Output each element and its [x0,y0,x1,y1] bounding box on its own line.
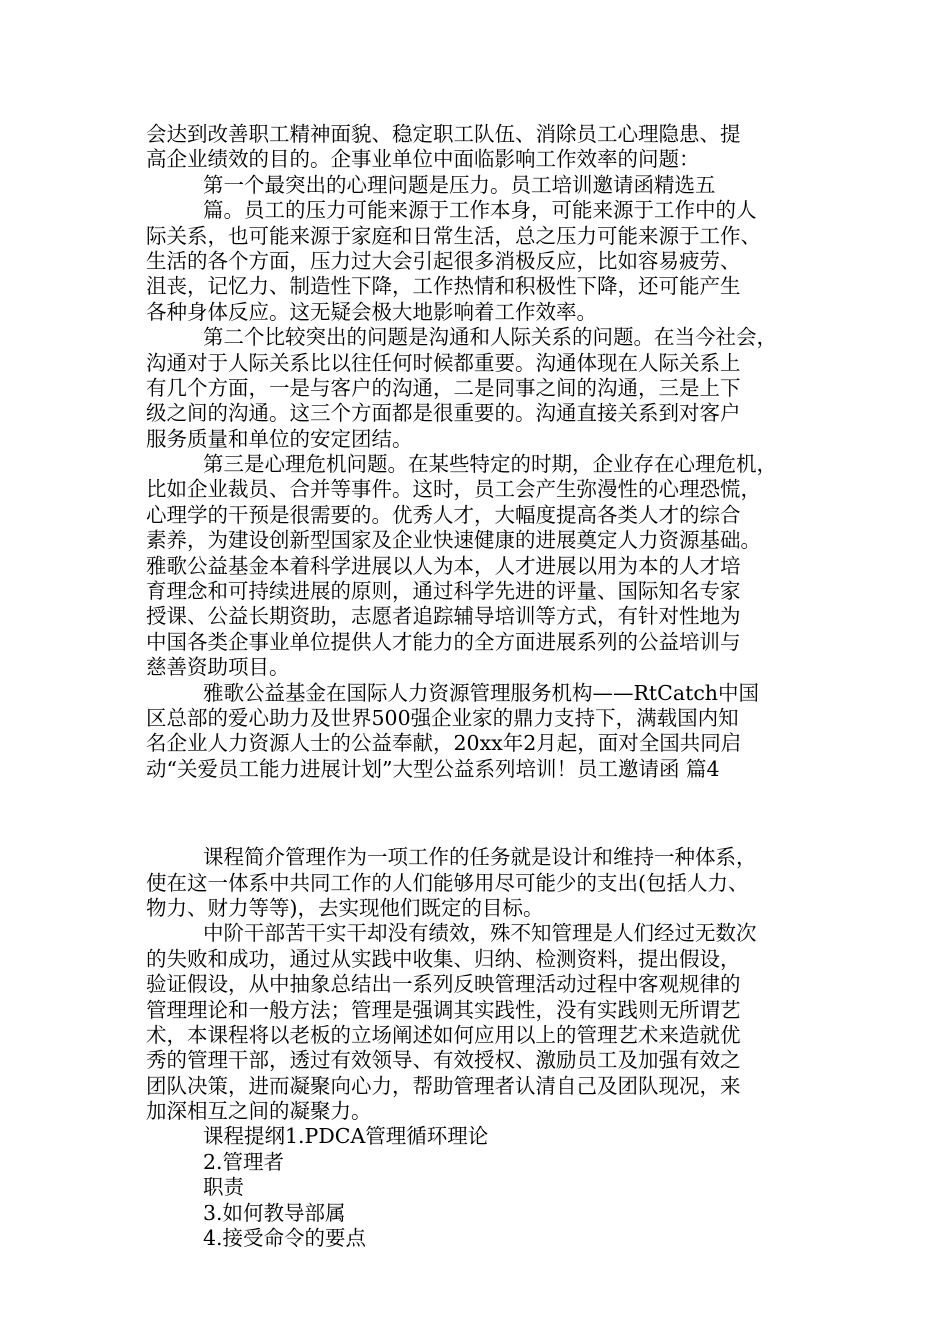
text-line: 会达到改善职工精神面貌、稳定职工队伍、消除员工心理隐患、提 [146,122,741,146]
text-line: 名企业人力资源人士的公益奉献，20xx年2月起，面对全国共同启 [146,731,742,756]
text-line: 管理理论和一般方法；管理是强调其实践性，没有实践则无所谓艺 [146,997,741,1022]
text-line: 比如企业裁员、合并等事件。这时，员工会产生弥漫性的心理恐慌， [146,477,761,502]
text-line: 中国各类企事业单位提供人才能力的全方面进展系列的公益培训与 [146,629,741,654]
text-line: 有几个方面，一是与客户的沟通，二是同事之间的沟通，三是上下 [146,375,741,400]
text-line: 服务质量和单位的安定团结。 [146,426,413,451]
text-line: 沮丧，记忆力、制造性下降，工作热情和积极性下降，还可能产生 [146,274,741,299]
text-line: 雅歌公益基金本着科学进展以人为本，人才进展以用为本的人才培 [146,553,741,578]
text-line: 级之间的沟通。这三个方面都是很重要的。沟通直接关系到对客户 [146,401,741,426]
text-line: 秀的管理干部，透过有效领导、有效授权、激励员工及加强有效之 [146,1048,741,1073]
document-section-2 [146,845,812,1251]
text-line: 的失败和成功，通过从实践中收集、归纳、检测资料，提出假设， [146,946,741,971]
text-line: 物力、财力等等)，去实现他们既定的目标。 [146,895,544,920]
text-line: 篇。员工的压力可能来源于工作本身，可能来源于工作中的人 [203,198,757,223]
text-line: 验证假设，从中抽象总结出一系列反映管理活动过程中客观规律的 [146,972,741,997]
text-line: 沟通对于人际关系比以往任何时候都重要。沟通体现在人际关系上 [146,350,741,375]
text-line: 团队决策，进而凝聚向心力，帮助管理者认清自己及团队现况，来 [146,1073,741,1098]
text-line: 加深相互之间的凝聚力。 [146,1099,372,1124]
text-line: 3.如何教导部属 [203,1200,346,1225]
text-line: 生活的各个方面，压力过大会引起很多消极反应，比如容易疲劳、 [146,248,741,273]
text-line: 育理念和可持续进展的原则，通过科学先进的评量、国际知名专家 [146,579,741,604]
text-line: 职责 [203,1175,244,1200]
text-line: 区总部的爱心助力及世界500强企业家的鼎力支持下，满载国内知 [146,705,739,730]
section-gap [146,782,812,845]
document-page [146,122,812,1251]
text-line: 高企业绩效的目的。企事业单位中面临影响工作效率的问题： [146,147,700,172]
text-line: 第三是心理危机问题。在某些特定的时期，企业存在心理危机， [203,452,777,477]
text-line: 慈善资助项目。 [146,655,290,680]
text-line: 2.管理者 [203,1149,285,1174]
text-line: 使在这一体系中共同工作的人们能够用尽可能少的支出(包括人力、 [146,870,749,895]
text-line: 动“关爱员工能力进展计划”大型公益系列培训！员工邀请函 篇4 [146,756,720,781]
text-line: 素养，为建设创新型国家及企业快速健康的进展奠定人力资源基础。 [146,528,761,553]
text-line: 各种身体反应。这无疑会极大地影响着工作效率。 [146,299,597,324]
document-section-1 [146,122,812,782]
text-line: 课程提纲1.PDCA管理循环理论 [203,1124,489,1149]
text-line: 际关系，也可能来源于家庭和日常生活，总之压力可能来源于工作、 [146,223,761,248]
text-line: 授课、公益长期资助，志愿者追踪辅导培训等方式，有针对性地为 [146,604,741,629]
text-line: 中阶干部苦干实干却没有绩效，殊不知管理是人们经过无数次 [203,921,757,946]
text-line: 第二个比较突出的问题是沟通和人际关系的问题。在当今社会， [203,325,777,350]
text-line: 心理学的干预是很需要的。优秀人才，大幅度提高各类人才的综合 [146,502,741,527]
text-line: 术，本课程将以老板的立场阐述如何应用以上的管理艺术来造就优 [146,1022,741,1047]
text-line: 雅歌公益基金在国际人力资源管理服务机构——RtCatch中国 [203,680,760,705]
text-line: 课程简介管理作为一项工作的任务就是设计和维持一种体系， [203,845,757,870]
text-line: 4.接受命令的要点 [203,1226,367,1251]
text-line: 第一个最突出的心理问题是压力。员工培训邀请函精选五 [203,172,716,197]
